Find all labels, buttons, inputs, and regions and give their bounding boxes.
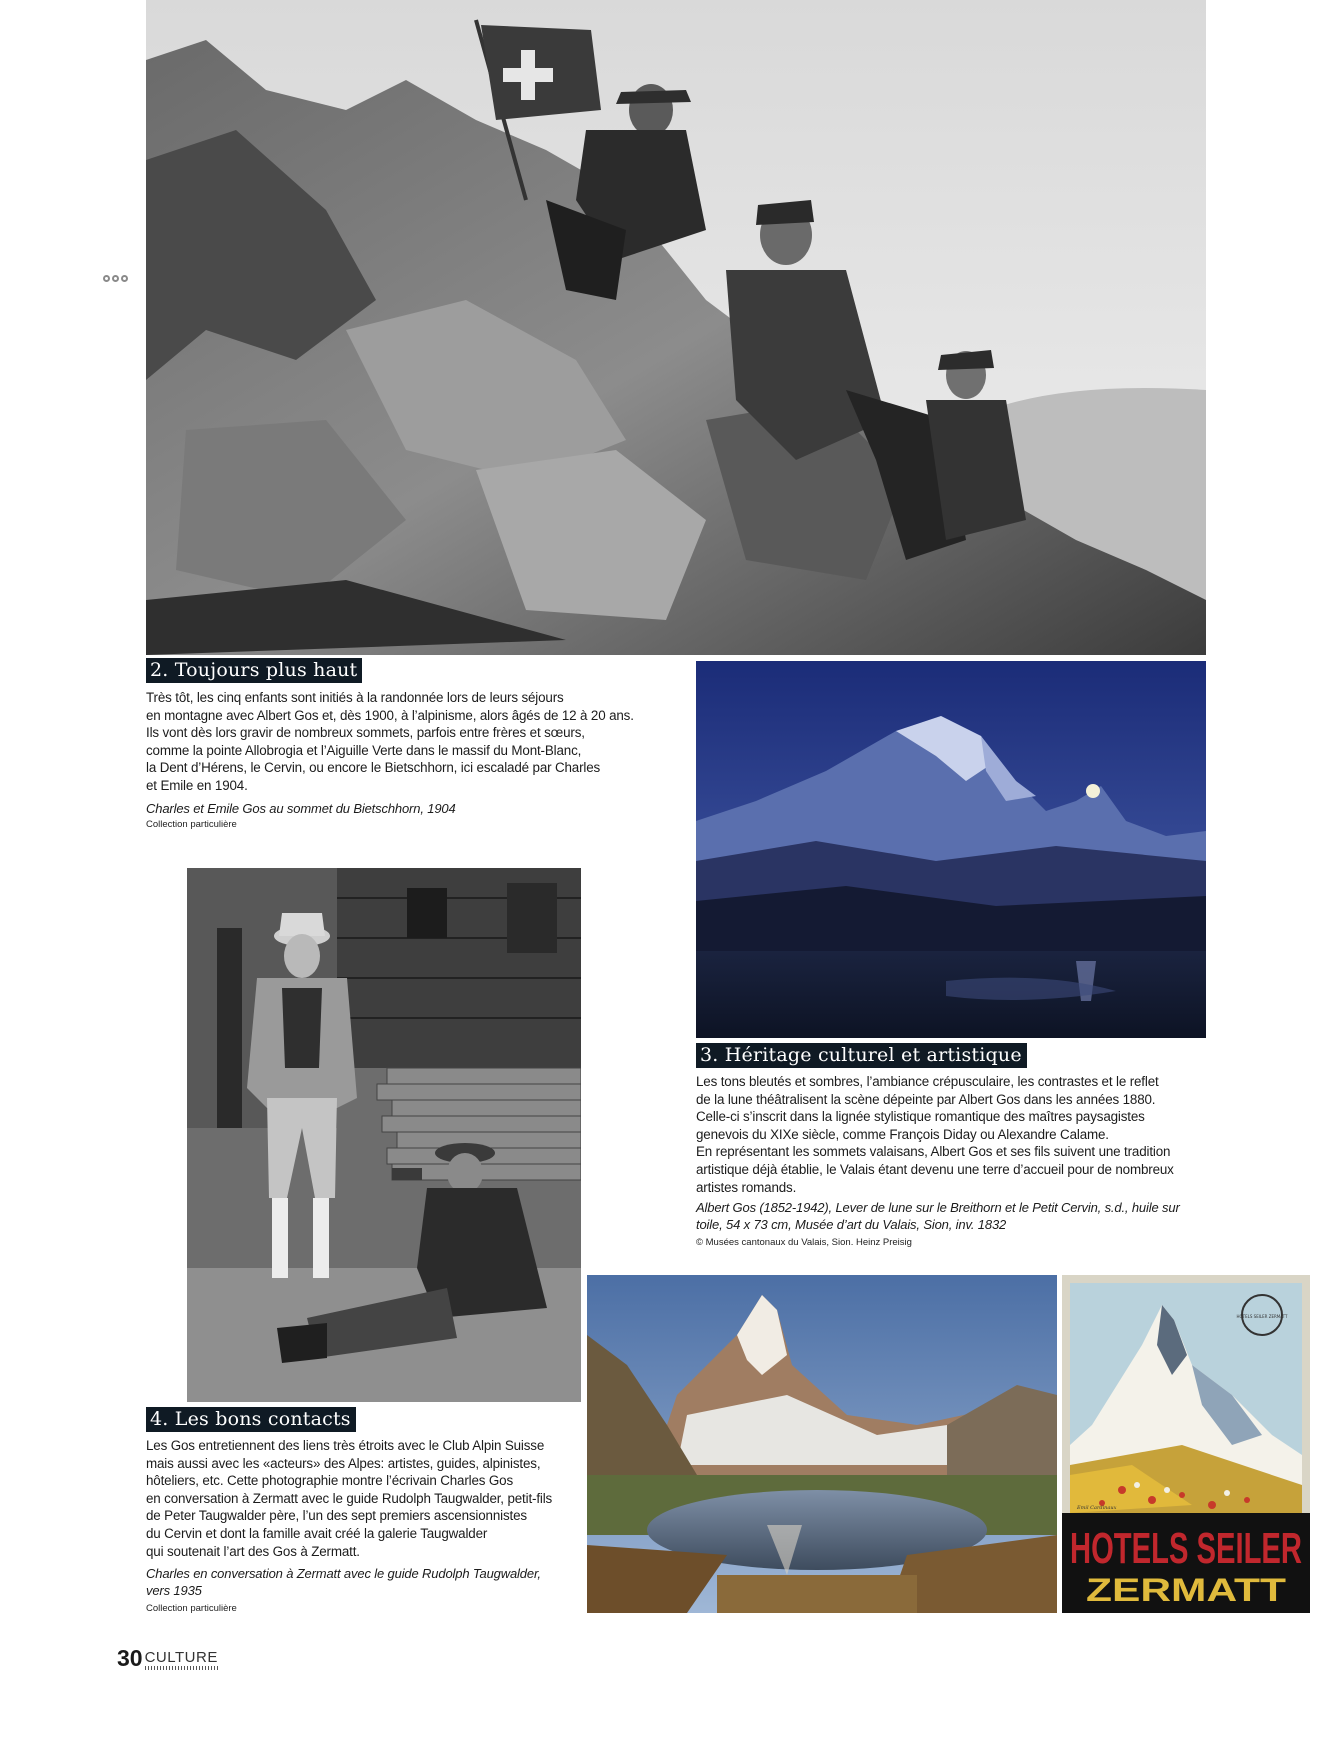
poster-hotels-seiler bbox=[1062, 1275, 1310, 1613]
section-heading-bons-contacts: 4. Les bons contacts bbox=[146, 1407, 356, 1432]
section-body-toujours-plus-haut bbox=[146, 689, 634, 795]
body-line: du Cervin et dont la famille avait créé la galerie Taugwalder bbox=[146, 1525, 488, 1541]
body-line: la Dent d’Hérens, le Cervin, ou encore le Bietschhorn, ici escaladé par Charles bbox=[146, 760, 601, 776]
body-line: En représentant les sommets valaisans, Albert Gos et ses fils suivent une tradition bbox=[696, 1144, 1171, 1160]
page-number: 30 bbox=[117, 1645, 143, 1671]
section-rule bbox=[145, 1666, 218, 1670]
caption-line: toile, 54 x 73 cm, Musée d’art du Valais, Sion, inv. 1832 bbox=[696, 1217, 1007, 1232]
photo-caption-bietschhorn bbox=[146, 800, 456, 817]
body-line: en montagne avec Albert Gos et, dès 1900, à l’alpinisme, alors âgés de 12 à 20 ans. bbox=[146, 707, 634, 723]
body-line: en conversation à Zermatt avec le guide Rudolph Taugwalder, petit-fils bbox=[146, 1490, 553, 1506]
body-line: Les tons bleutés et sombres, l’ambiance crépusculaire, les contrastes et le reflet bbox=[696, 1074, 1159, 1089]
poster-title-line1: HOTELS SEILER bbox=[1070, 1524, 1302, 1573]
poster-stamp-text: HOTELS SEILER ZERMATT bbox=[1236, 1314, 1288, 1319]
painting-caption-moonrise bbox=[696, 1199, 1180, 1233]
section-heading-toujours-plus-haut: 2. Toujours plus haut bbox=[146, 658, 362, 683]
photo-credit-bietschhorn: Collection particulière bbox=[146, 819, 237, 830]
painting-credit-moonrise: © Musées cantonaux du Valais, Sion. Heinz Preisig bbox=[696, 1237, 912, 1248]
section-body-heritage bbox=[696, 1073, 1174, 1196]
section-heading-heritage: 3. Héritage culturel et artistique bbox=[696, 1043, 1027, 1068]
caption-line: Charles et Emile Gos au sommet du Bietschhorn, 1904 bbox=[146, 801, 456, 816]
body-line: de la lune théâtralisent la scène dépeinte par Albert Gos dans les années 1880. bbox=[696, 1091, 1156, 1107]
body-line: de Peter Taugwalder père, l’un des sept premiers ascensionnistes bbox=[146, 1508, 527, 1524]
body-line: mais aussi avec les «acteurs» des Alpes: artistes, guides, alpinistes, bbox=[146, 1455, 541, 1471]
body-line: genevois du XIXe siècle, comme François Diday ou Alexandre Calame. bbox=[696, 1126, 1109, 1142]
body-line: artistique déjà établie, le Valais étant devenu une terre d’accueil pour de nombreux bbox=[696, 1161, 1174, 1177]
page-folio bbox=[117, 1646, 218, 1670]
photo-credit-zermatt: Collection particulière bbox=[146, 1603, 237, 1614]
photo-bietschhorn-summit bbox=[146, 0, 1206, 655]
poster-title-line2: ZERMATT bbox=[1086, 1572, 1287, 1608]
body-line: Très tôt, les cinq enfants sont initiés à la randonnée lors de leurs séjours bbox=[146, 690, 564, 705]
continuation-dots bbox=[103, 275, 128, 282]
painting-moonrise-breithorn bbox=[696, 661, 1206, 1038]
caption-line: Charles en conversation à Zermatt avec le guide Rudolph Taugwalder, bbox=[146, 1566, 541, 1581]
section-label bbox=[145, 1650, 218, 1670]
body-line: et Emile en 1904. bbox=[146, 777, 248, 793]
body-line: Celle-ci s’inscrit dans la lignée stylistique romantique des maîtres paysagistes bbox=[696, 1109, 1145, 1125]
body-line: artistes romands. bbox=[696, 1179, 797, 1195]
section-body-bons-contacts bbox=[146, 1437, 552, 1560]
caption-line: Albert Gos (1852-1942), Lever de lune sur le Breithorn et le Petit Cervin, s.d., huile sur bbox=[696, 1200, 1180, 1215]
section-name: CULTURE bbox=[144, 1649, 218, 1666]
photo-caption-zermatt bbox=[146, 1565, 541, 1599]
body-line: Ils vont dès lors gravir de nombreux sommets, parfois entre frères et sœurs, bbox=[146, 725, 585, 741]
poster-signature: Emil Cardinaux bbox=[1077, 1505, 1117, 1511]
body-line: qui soutenait l’art des Gos à Zermatt. bbox=[146, 1543, 360, 1559]
body-line: comme la pointe Allobrogia et l’Aiguille Verte dans le massif du Mont-Blanc, bbox=[146, 742, 582, 758]
body-line: Les Gos entretiennent des liens très étroits avec le Club Alpin Suisse bbox=[146, 1438, 545, 1453]
body-line: hôteliers, etc. Cette photographie montre l’écrivain Charles Gos bbox=[146, 1473, 514, 1489]
photo-zermatt-conversation bbox=[187, 868, 581, 1402]
painting-matterhorn-lake bbox=[587, 1275, 1057, 1613]
caption-line: vers 1935 bbox=[146, 1583, 202, 1598]
